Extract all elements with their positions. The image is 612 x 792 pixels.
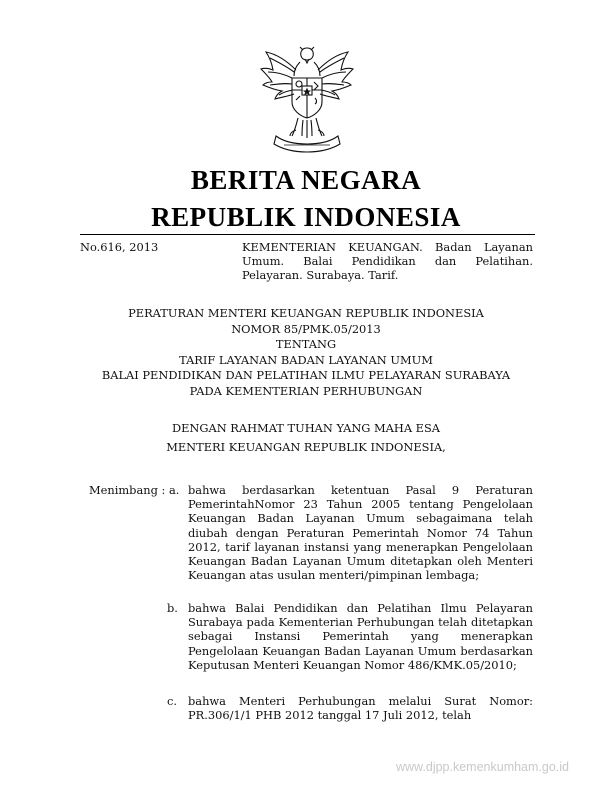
- preamble-line-1: DENGAN RAHMAT TUHAN YANG MAHA ESA: [171, 421, 441, 435]
- gazette-title-line2: REPUBLIK INDONESIA: [151, 202, 461, 232]
- regulation-subject-1: TARIF LAYANAN BADAN LAYANAN UMUM: [179, 352, 433, 367]
- preamble-line-2: MENTERI KEUANGAN REPUBLIK INDONESIA,: [166, 439, 446, 454]
- regulation-number: NOMOR 85/PMK.05/2013: [231, 321, 381, 336]
- preamble: [0, 421, 612, 459]
- menimbang-item-b: [167, 601, 533, 672]
- regulation-heading: [0, 306, 612, 400]
- menimbang-label: Menimbang : a.: [89, 483, 180, 497]
- menimbang-item-a-text: bahwa berdasarkan ketentuan Pasal 9 Peraturan PemerintahNomor 23 Tahun 2005 tentang Pengelolaan Keuangan Badan Layanan Umum sebagaimana telah diubah dengan Peraturan Pemerintah Nomor 74 Tahun 2012, tarif layanan instansi yang menerapkan Pengelolaan Keuangan Badan Layanan Umum ditetapkan oleh Menteri Keuangan atas usulan menteri/pimpinan lembaga;: [188, 483, 533, 583]
- gazette-title-line1: BERITA NEGARA: [190, 165, 422, 195]
- menimbang-item-c-text: bahwa Menteri Perhubungan melalui Surat Nomor: PR.306/1/1 PHB 2012 tanggal 17 Juli 2012, telah: [188, 694, 533, 723]
- garuda-emblem-icon: [258, 44, 356, 154]
- gazette-number: No.616, 2013: [80, 240, 159, 254]
- source-watermark: www.djpp.kemenkumham.go.id: [396, 760, 569, 774]
- menimbang-item-c: [167, 694, 533, 722]
- gazette-subject: KEMENTERIAN KEUANGAN. Badan Layanan Umum. Balai Pendidikan dan Pelatihan. Pelayaran. Surabaya. Tarif.: [242, 240, 533, 283]
- title-divider: [80, 234, 535, 235]
- menimbang-item-c-letter: c.: [167, 694, 178, 708]
- regulation-subject-2: BALAI PENDIDIKAN DAN PELATIHAN ILMU PELAYARAN SURABAYA: [101, 368, 511, 383]
- regulation-title: PERATURAN MENTERI KEUANGAN REPUBLIK INDONESIA: [128, 306, 484, 320]
- menimbang-item-b-letter: b.: [167, 601, 178, 615]
- menimbang-item-a: [167, 483, 533, 582]
- menimbang-item-b-text: bahwa Balai Pendidikan dan Pelatihan Ilmu Pelayaran Surabaya pada Kementerian Perhubungan telah ditetapkan sebagai Instansi Pemerintah yang menerapkan Pengelolaan Keuangan Badan Layanan Umum berdasarkan Keputusan Menteri Keuangan Nomor 486/KMK.05/2010;: [188, 601, 533, 672]
- regulation-tentang: TENTANG: [275, 337, 337, 352]
- regulation-subject-3: PADA KEMENTERIAN PERHUBUNGAN: [189, 383, 423, 398]
